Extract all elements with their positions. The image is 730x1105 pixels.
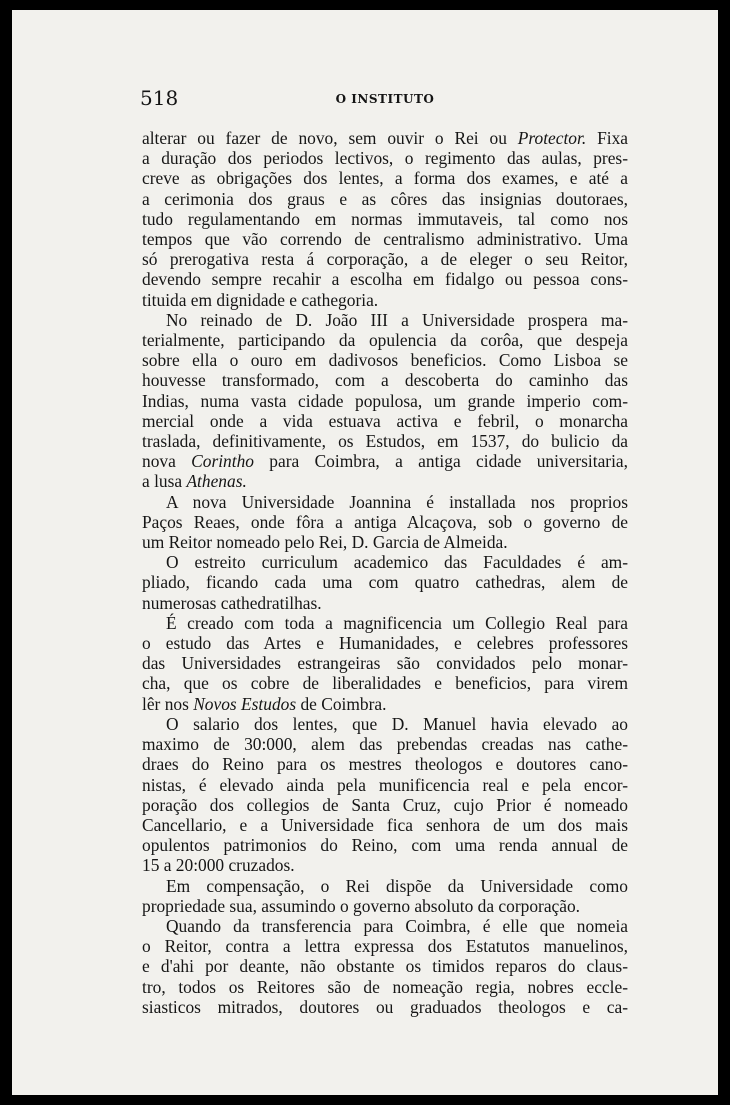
text-line: É creado com toda a magnificencia um Collegio Real para xyxy=(166,612,628,633)
document-page xyxy=(12,10,718,1095)
text-line: mercial onde a vida estuava activa e febril, o monarcha xyxy=(142,410,628,431)
text-line: um Reitor nomeado pelo Rei, D. Garcia de Almeida. xyxy=(142,532,508,553)
text-line: sobre ella o ouro em dadivosos beneficios. Como Lisboa se xyxy=(142,350,628,371)
text-line: a duração dos periodos lectivos, o regimento das aulas, pres- xyxy=(142,148,628,169)
text-line: Quando da transferencia para Coimbra, é elle que nomeia xyxy=(166,915,628,936)
text-line: tituida em dignidade e cathegoria. xyxy=(142,289,379,310)
text-line: siasticos mitrados, doutores ou graduados theologos e ca- xyxy=(142,996,628,1017)
text-line: O estreito curriculum academico das Faculdades é am- xyxy=(166,552,628,573)
text-line: nistas, é elevado ainda pela munificencia real e pela encor- xyxy=(142,774,628,795)
text-line: No reinado de D. João III a Universidade prospera ma- xyxy=(166,309,628,330)
text-line: traslada, definitivamente, os Estudos, em 1537, do bulicio da xyxy=(142,431,628,452)
text-line: creve as obrigações dos lentes, a forma dos exames, e até a xyxy=(142,168,628,189)
body-text xyxy=(142,128,628,1017)
page-number: 518 xyxy=(140,86,179,110)
running-title: O INSTITUTO xyxy=(335,92,435,106)
text-line: o Reitor, contra a lettra expressa dos Estatutos manuelinos, xyxy=(142,936,628,957)
text-line: lêr nos Novos Estudos de Coimbra. xyxy=(142,693,387,714)
text-line: o estudo das Artes e Humanidades, e celebres professores xyxy=(142,633,628,654)
text-line: poração dos collegios de Santa Cruz, cujo Prior é nomeado xyxy=(142,794,628,815)
text-line: Em compensação, o Rei dispõe da Universidade como xyxy=(166,875,628,896)
text-line: O salario dos lentes, que D. Manuel havia elevado ao xyxy=(166,713,628,734)
text-line: 15 a 20:000 cruzados. xyxy=(142,855,295,876)
text-line: Indias, numa vasta cidade populosa, um grande imperio com- xyxy=(142,390,628,411)
text-line: opulentos patrimonios do Reino, com uma renda annual de xyxy=(142,835,628,856)
text-line: tempos que vão correndo de centralismo administrativo. Uma xyxy=(142,229,628,250)
text-line: a lusa Athenas. xyxy=(142,471,247,492)
text-line: draes do Reino para os mestres theologos e doutores cano- xyxy=(142,754,628,775)
text-line: Cancellario, e a Universidade fica senhora de um dos mais xyxy=(142,814,628,835)
text-line: houvesse transformado, com a descoberta do caminho das xyxy=(142,370,628,391)
text-line: nova Corintho para Coimbra, a antiga cidade universitaria, xyxy=(142,451,629,472)
page-header xyxy=(140,86,630,116)
text-line: cha, que os cobre de liberalidades e beneficios, para virem xyxy=(142,673,628,694)
text-line: numerosas cathedratilhas. xyxy=(142,592,322,613)
text-line: devendo sempre recahir a escolha em fidalgo ou pessoa cons- xyxy=(142,269,628,290)
text-line: terialmente, participando da opulencia da corôa, que despeja xyxy=(142,330,628,351)
text-line: Paços Reaes, onde fôra a antiga Alcaçova, sob o governo de xyxy=(142,511,628,532)
text-line: e d'ahi por deante, não obstante os timidos reparos do claus- xyxy=(142,956,628,977)
text-line: pliado, ficando cada uma com quatro cathedras, alem de xyxy=(142,572,628,593)
text-line: tudo regulamentando em normas immutaveis, tal como nos xyxy=(142,208,628,229)
text-line: maximo de 30:000, alem das prebendas creadas nas cathe- xyxy=(142,734,628,755)
text-line: tro, todos os Reitores são de nomeação regia, nobres eccle- xyxy=(142,976,628,997)
text-line: das Universidades estrangeiras são convidados pelo monar- xyxy=(142,653,628,674)
text-line: só prerogativa resta á corporação, a de eleger o seu Reitor, xyxy=(142,249,628,270)
text-line: propriedade sua, assumindo o governo absoluto da corporação. xyxy=(142,895,581,916)
text-line: alterar ou fazer de novo, sem ouvir o Rei ou Protector. Fixa xyxy=(142,128,628,148)
text-line: a cerimonia dos graus e as côres das insignias doutoraes, xyxy=(142,188,628,209)
text-line: A nova Universidade Joannina é installada nos proprios xyxy=(166,491,628,512)
